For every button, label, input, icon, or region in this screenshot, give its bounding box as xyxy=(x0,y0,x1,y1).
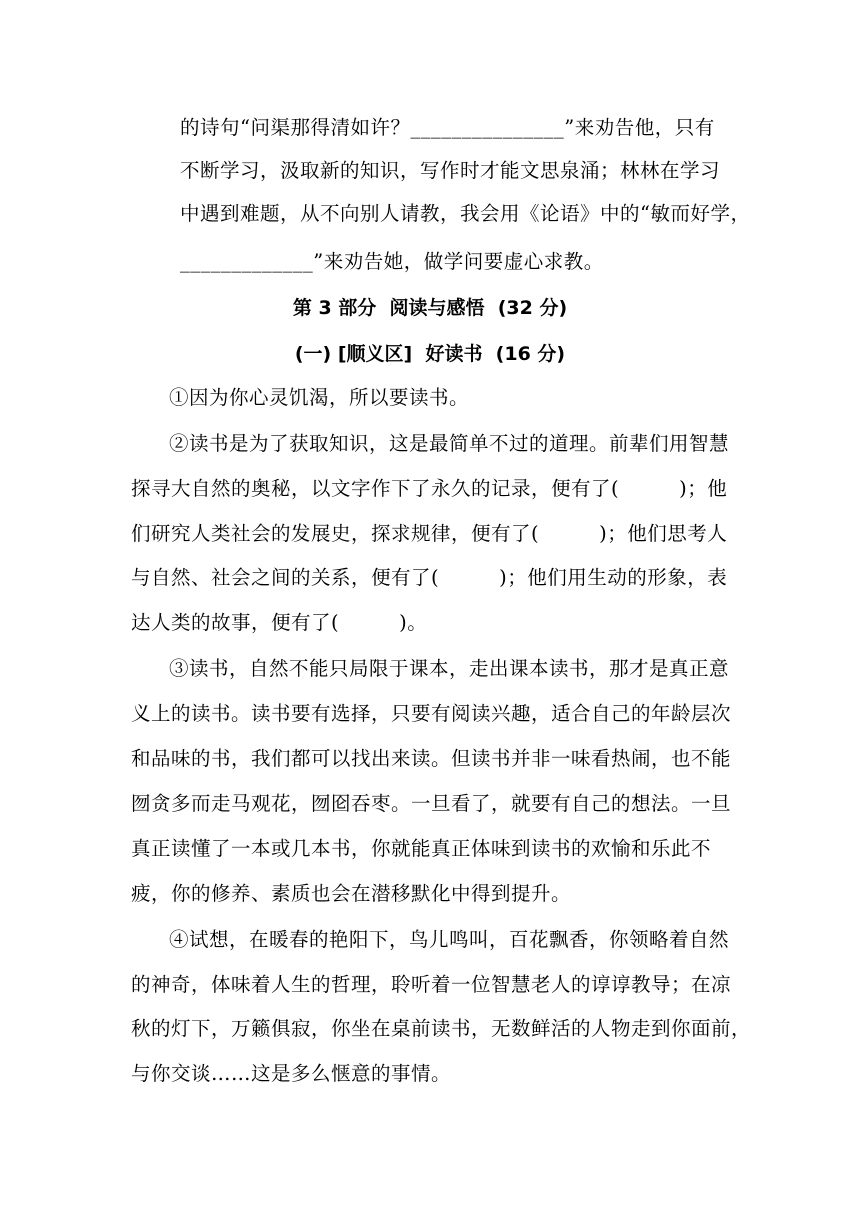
paragraph-4-line-1: ④试想，在暖春的艳阳下，鸟儿鸣叫，百花飘香，你领略着自然 xyxy=(169,928,730,951)
paragraph-3-line-6: 疲，你的修养、素质也会在潜移默化中得到提升。 xyxy=(131,882,572,905)
paragraph-4-line-4: 与你交谈……这是多么惬意的事情。 xyxy=(131,1062,452,1085)
intro-line-4: _____________”来劝告她，做学问要虚心求教。 xyxy=(180,250,604,273)
section-title: 第 3 部分 阅读与感悟 (32 分) xyxy=(292,297,568,319)
paragraph-2-line-4: 与自然、社会之间的关系，便有了( )；他们用生动的形象，表 xyxy=(131,566,728,589)
paragraph-3-line-1: ③读书，自然不能只局限于课本，走出课本读书，那才是真正意 xyxy=(169,657,730,680)
paragraph-3-line-4: 囫贪多而走马观花，囫囵吞枣。一旦看了，就要有自己的想法。一旦 xyxy=(131,792,732,815)
passage-title: (一) [顺义区] 好读书 (16 分) xyxy=(294,343,566,365)
paragraph-3-line-5: 真正读懂了一本或几本书，你就能真正体味到读书的欢愉和乐此不 xyxy=(131,837,712,860)
paragraph-4-line-3: 秋的灯下，万籁俱寂，你坐在桌前读书，无数鲜活的人物走到你面前， xyxy=(131,1017,752,1040)
intro-line-3: 中遇到难题，从不向别人请教，我会用《论语》中的“敏而好学， xyxy=(180,202,751,225)
paragraph-2-line-3: 们研究人类社会的发展史，探求规律，便有了( )；他们思考人 xyxy=(131,522,728,545)
intro-line-2: 不断学习，汲取新的知识，写作时才能文思泉涌；林林在学习 xyxy=(180,159,721,182)
paragraph-3-line-3: 和品味的书，我们都可以找出来读。但读书并非一味看热闹，也不能 xyxy=(131,747,732,770)
paragraph-4-line-2: 的神奇，体味着人生的哲理，聆听着一位智慧老人的谆谆教导；在凉 xyxy=(131,973,732,996)
intro-line-1: 的诗句“问渠那得清如许？_______________”来劝告他，只有 xyxy=(180,116,715,139)
paragraph-2-line-2: 探寻大自然的奥秘，以文字作下了永久的记录，便有了( )；他 xyxy=(131,477,728,500)
paragraph-2-line-1: ②读书是为了获取知识，这是最简单不过的道理。前辈们用智慧 xyxy=(169,432,730,455)
paragraph-2-line-5: 达人类的故事，便有了( )。 xyxy=(131,611,428,634)
paragraph-3-line-2: 义上的读书。读书要有选择，只要有阅读兴趣，适合自己的年龄层次 xyxy=(131,702,732,725)
paragraph-1-line-1: ①因为你心灵饥渴，所以要读书。 xyxy=(169,386,470,409)
